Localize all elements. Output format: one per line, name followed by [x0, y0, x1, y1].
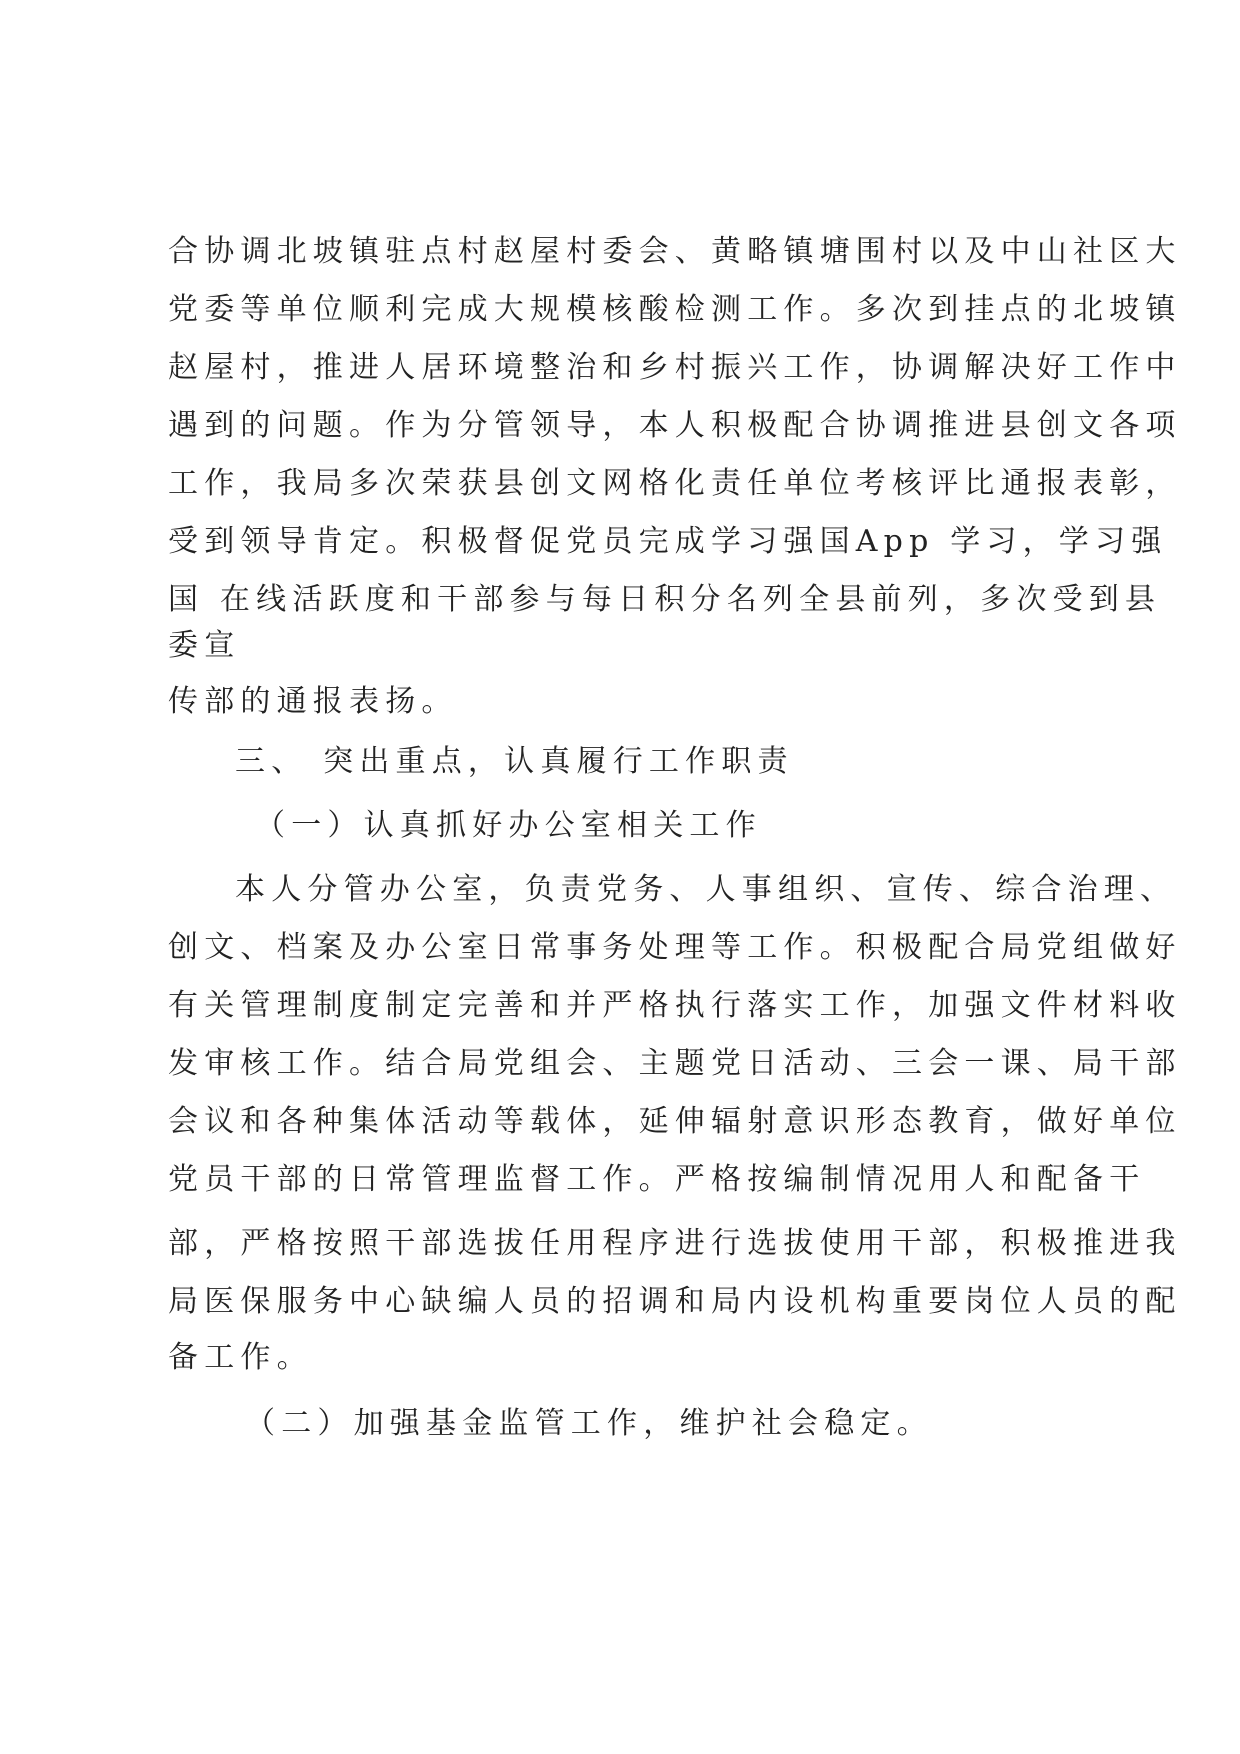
- body-text-line: 工作，我局多次荣获县创文网格化责任单位考核评比通报表彰，: [168, 466, 1182, 501]
- body-text-line: 委宣: [168, 628, 241, 663]
- body-text-line: 备工作。: [168, 1340, 313, 1375]
- body-text-line: 合协调北坡镇驻点村赵屋村委会、黄略镇塘围村以及中山社区大: [168, 234, 1182, 269]
- subsection-heading: （一）认真抓好办公室相关工作: [255, 808, 762, 843]
- body-text-line: 部，严格按照干部选拔任用程序进行选拔使用干部，积极推进我: [168, 1226, 1182, 1261]
- body-text-line: 局医保服务中心缺编人员的招调和局内设机构重要岗位人员的配: [168, 1284, 1182, 1319]
- body-text-line: 党员干部的日常管理监督工作。严格按编制情况用人和配备干: [168, 1162, 1146, 1197]
- body-text-line: 赵屋村，推进人居环境整治和乡村振兴工作，协调解决好工作中: [168, 350, 1182, 385]
- body-text-line: 有关管理制度制定完善和并严格执行落实工作，加强文件材料收: [168, 988, 1182, 1023]
- body-text-line: 创文、档案及办公室日常事务处理等工作。积极配合局党组做好: [168, 930, 1182, 965]
- body-text-line: 党委等单位顺利完成大规模核酸检测工作。多次到挂点的北坡镇: [168, 292, 1182, 327]
- body-text-line: 发审核工作。结合局党组会、主题党日活动、三会一课、局干部: [168, 1046, 1182, 1081]
- body-text-line: 遇到的问题。作为分管领导，本人积极配合协调推进县创文各项: [168, 408, 1182, 443]
- subsection-heading: （二）加强基金监管工作，维护社会稳定。: [245, 1406, 933, 1441]
- body-text-line: 国 在线活跃度和干部参与每日积分名列全县前列，多次受到县: [168, 582, 1162, 617]
- body-text-line: 传部的通报表扬。: [168, 684, 458, 719]
- body-text-line: 本人分管办公室，负责党务、人事组织、宣传、综合治理、: [235, 872, 1177, 907]
- body-text-line: 受到领导肯定。积极督促党员完成学习强国App 学习，学习强: [168, 524, 1168, 559]
- body-text-line: 会议和各种集体活动等载体，延伸辐射意识形态教育，做好单位: [168, 1104, 1182, 1139]
- section-heading: 三、 突出重点，认真履行工作职责: [235, 744, 794, 779]
